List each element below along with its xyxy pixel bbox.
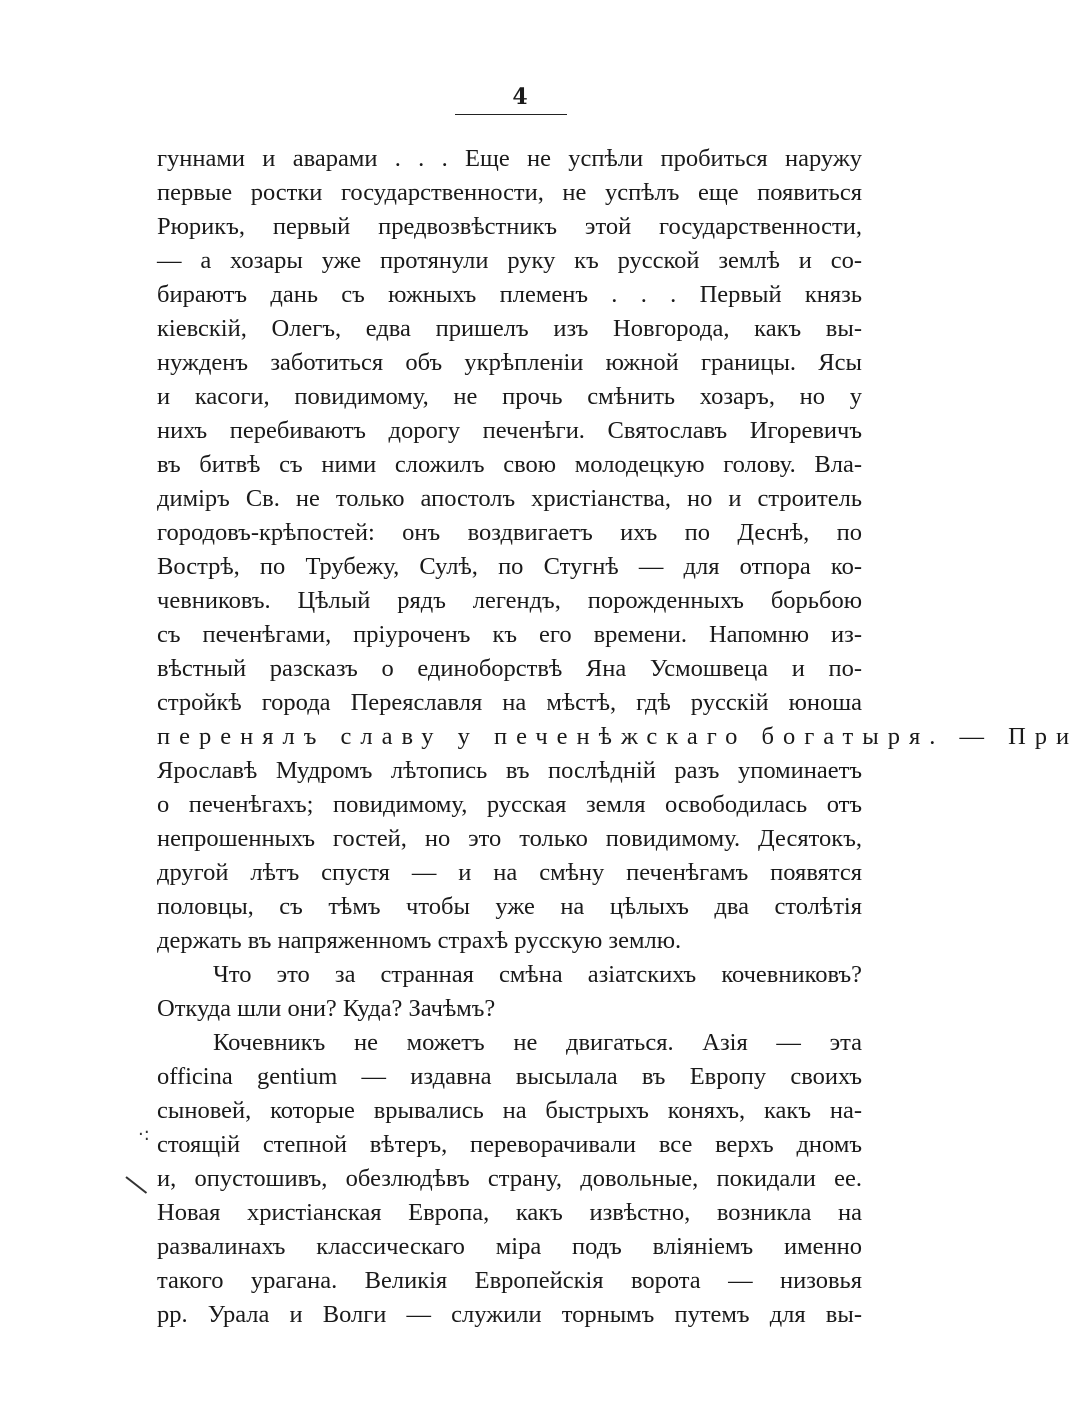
- text-line-10: въ битвѣ съ ними сложилъ свою молодецкую голову. Вла-: [157, 451, 862, 478]
- text-line-4: — а хозары уже протянули руку къ русской землѣ и со-: [157, 247, 862, 274]
- text-line-6: кіевскій, Олегъ, едва пришелъ изъ Новгорода, какъ вы-: [157, 315, 862, 342]
- text-line-7: нужденъ заботиться объ укрѣпленіи южной границы. Ясы: [157, 349, 862, 376]
- text-line-21: непрошенныхъ гостей, но это только повидимому. Десятокъ,: [157, 825, 862, 852]
- text-line-2: первые ростки государственности, не успѣлъ еще появиться: [157, 179, 862, 206]
- text-line-29: сыновей, которые врывались на быстрыхъ коняхъ, какъ на-: [157, 1097, 862, 1124]
- margin-slash-mark: [125, 1176, 147, 1194]
- text-line-8: и касоги, повидимому, не прочь смѣнить хозаръ, но у: [157, 383, 862, 410]
- text-line-33: развалинахъ классическаго міра подъ вліяніемъ именно: [157, 1233, 862, 1260]
- text-line-27: Кочевникъ не можетъ не двигаться. Азія — эта: [213, 1029, 862, 1056]
- text-line-30: стоящій степной вѣтеръ, переворачивали все верхъ дномъ: [157, 1131, 862, 1158]
- margin-dot-mark: ·:: [138, 1124, 150, 1145]
- text-line-31: и, опустошивъ, обезлюдѣвъ страну, довольные, покидали ее.: [157, 1165, 862, 1192]
- text-line-16: вѣстный разсказъ о единоборствѣ Яна Усмошвеца и по-: [157, 655, 862, 682]
- text-line-34: такого урагана. Великія Европейскія ворота — низовья: [157, 1267, 862, 1294]
- text-line-24: держать въ напряженномъ страхѣ русскую землю.: [157, 927, 682, 954]
- text-line-17: стройкѣ города Переяславля на мѣстѣ, гдѣ русскій юноша: [157, 689, 862, 716]
- text-line-15: съ печенѣгами, пріуроченъ къ его времени. Напомню из-: [157, 621, 862, 648]
- text-line-28: officina gentium — издавна высылала въ Европу своихъ: [157, 1063, 862, 1090]
- text-line-20: о печенѣгахъ; повидимому, русская земля освободилась отъ: [157, 791, 862, 818]
- text-line-11: диміръ Св. не только апостолъ христіанства, но и строитель: [157, 485, 862, 512]
- text-line-22: другой лѣтъ спустя — и на смѣну печенѣгамъ появятся: [157, 859, 862, 886]
- text-line-3: Рюрикъ, первый предвозвѣстникъ этой государственности,: [157, 213, 862, 240]
- text-line-1: гуннами и аварами . . . Еще не успѣли пробиться наружу: [157, 145, 862, 172]
- text-line-25: Что это за странная смѣна азіатскихъ кочевниковъ?: [213, 961, 862, 988]
- page-number: 4: [512, 84, 528, 110]
- text-line-23: половцы, съ тѣмъ чтобы уже на цѣлыхъ два столѣтія: [157, 893, 862, 920]
- text-line-18: перенялъ славу у печенѣжскаго богатыря. — При: [157, 723, 1078, 750]
- text-line-26: Откуда шли они? Куда? Зачѣмъ?: [157, 995, 496, 1022]
- text-line-35: рр. Урала и Волги — служили торнымъ путемъ для вы-: [157, 1301, 862, 1328]
- page-number-rule: [455, 114, 567, 115]
- text-line-5: бираютъ дань съ южныхъ племенъ . . . Первый князь: [157, 281, 862, 308]
- text-line-32: Новая христіанская Европа, какъ извѣстно, возникла на: [157, 1199, 862, 1226]
- text-line-13: Вострѣ, по Трубежу, Сулѣ, по Стугнѣ — для отпора ко-: [157, 553, 862, 580]
- text-line-9: нихъ перебиваютъ дорогу печенѣги. Святославъ Игоревичъ: [157, 417, 862, 444]
- body-text: [157, 142, 1078, 1332]
- text-line-12: городовъ-крѣпостей: онъ воздвигаетъ ихъ по Деснѣ, по: [157, 519, 862, 546]
- text-line-19: Ярославѣ Мудромъ лѣтопись въ послѣдній разъ упоминаетъ: [157, 757, 862, 784]
- text-line-14: чевниковъ. Цѣлый рядъ легендъ, порожденныхъ борьбою: [157, 587, 862, 614]
